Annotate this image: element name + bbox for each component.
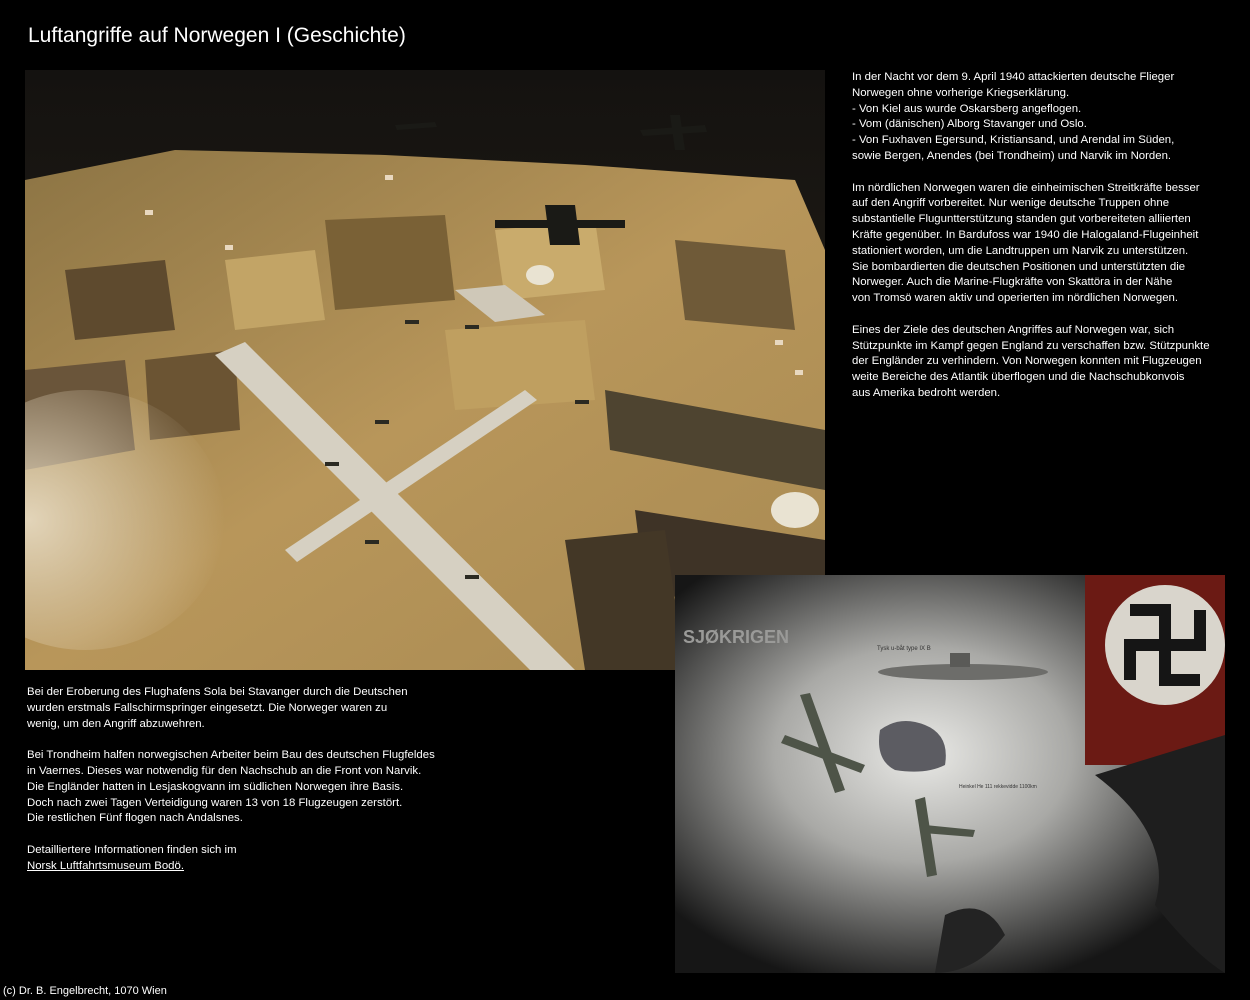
paragraph-attack-1940: In der Nacht vor dem 9. April 1940 attackierten deutsche Flieger Norwegen ohne vorherige Kriegserklärung. - Von Kiel aus wurde Oskarsberg angeflogen. - Vom (dänischen) Alborg Stavanger und Oslo. - Von Fuxhaven Egersund, Kristiansand, und Arendal im Süden, sowie Bergen, Anendes (bei Trondheim) und Narvik im Norden. bbox=[852, 71, 1175, 162]
page-title: Luftangriffe auf Norwegen I (Geschichte) bbox=[28, 24, 406, 47]
museum-link[interactable]: Norsk Luftfahrtsmuseum Bodö. bbox=[27, 859, 185, 872]
paragraph-sola: Bei der Eroberung des Flughafens Sola bei Stavanger durch die Deutschen wurden erstmals Fallschirmspringer eingesetzt. Die Norweger waren zu wenig, um den Angriff abzuwehren. bbox=[27, 686, 408, 730]
paragraph-german-goals: Eines der Ziele des deutschen Angriffes auf Norwegen war, sich Stützpunkte im Kampf gegen England zu verschaffen bzw. Stützpunkte der Engländer zu verhindern. Von Norwegen konnten mit Flugzeugen weite Bereiche des Atlantik überflogen und die Nachschubkonvois aus Amerika bedroht werden. bbox=[852, 323, 1210, 399]
exhibit-wall-title: SJØKRIGEN bbox=[683, 627, 790, 647]
paragraph-northern-norway: Im nördlichen Norwegen waren die einheimischen Streitkräfte besser auf den Angriff vorbereitet. Nur wenige deutsche Truppen ohne substantielle Fluguntterstützung standen gut vorbereiteten alliierten Kräfte gegenüber. In Bardufoss war 1940 die Halogaland-Flugeinheit stationiert worden, um die Landtruppen um Narvik zu unterstützen. Sie bombardierten die deutschen Positionen und unterstützten die Norweger. Auch die Marine-Flugkräfte von Skattöra in der Nähe von Tromsö waren aktiv und operierten im nördlichen Norwegen. bbox=[852, 181, 1200, 305]
exhibit-label-submarine: Tysk u-båt type IX B bbox=[877, 646, 931, 652]
exhibit-photo bbox=[675, 575, 1225, 973]
more-info-text: Detailliertere Informationen finden sich im bbox=[27, 843, 237, 856]
paragraph-trondheim: Bei Trondheim halfen norwegischen Arbeiter beim Bau des deutschen Flugfeldes in Vaernes. Dieses war notwendig für den Nachschub an die Front von Narvik. Die Engländer hatten in Lesjaskogvann im südlichen Norwegen ihre Basis. Doch nach zwei Tagen Verteidigung waren 13 von 18 Flugzeugen zerstört. Die restlichen Fünf flogen nach Andalsnes. bbox=[27, 749, 435, 825]
left-text-column bbox=[27, 685, 467, 875]
right-text-column bbox=[852, 70, 1237, 418]
exhibit-label-plane: Heinkel He 111 rekkevidde 1100km bbox=[959, 784, 1037, 790]
copyright-notice: (c) Dr. B. Engelbrecht, 1070 Wien bbox=[3, 985, 167, 997]
